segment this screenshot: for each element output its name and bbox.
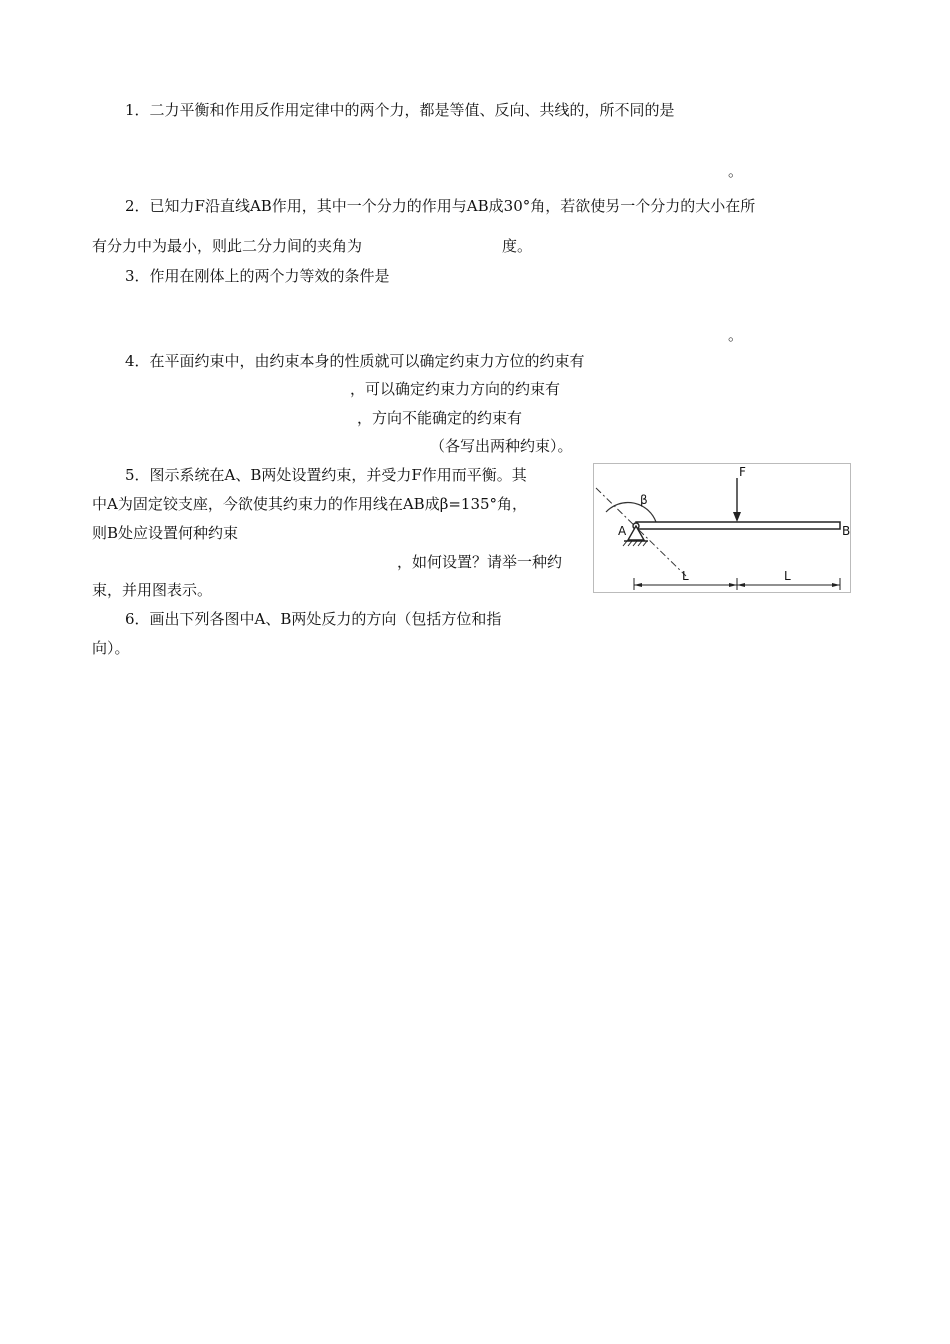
question-5-line-3: 则B处应设置何种约束 bbox=[92, 524, 239, 542]
beam-figure bbox=[593, 463, 851, 593]
label-b: B bbox=[842, 524, 850, 538]
label-f: F bbox=[739, 465, 746, 479]
question-4-line-4: （各写出两种约束）。 bbox=[430, 437, 573, 455]
question-5-line-1: 5．图示系统在A、B两处设置约束，并受力F作用而平衡。其 bbox=[125, 466, 527, 484]
question-1-text: 1．二力平衡和作用反作用定律中的两个力，都是等值、反向、共线的，所不同的是 bbox=[125, 101, 675, 119]
label-l-2: L bbox=[784, 569, 791, 583]
question-4-line-3: ，方向不能确定的约束有 bbox=[357, 409, 523, 427]
question-2-unit: 度。 bbox=[502, 237, 533, 255]
angle-arc bbox=[606, 503, 656, 522]
question-3-end-mark: 。 bbox=[728, 326, 744, 344]
question-5-line-4: ，如何设置？请举一种约 bbox=[397, 553, 563, 571]
question-2-line-1: 2．已知力F沿直线AB作用，其中一个分力的作用与AB成30°角，若欲使另一个分力的大小在所 bbox=[125, 197, 756, 215]
beam-diagram bbox=[594, 464, 850, 592]
force-f-arrowhead bbox=[733, 512, 741, 522]
ground-hatch bbox=[623, 541, 647, 546]
question-6-line-1: 6．画出下列各图中A、B两处反力的方向（包括方位和指 bbox=[125, 610, 502, 628]
question-5-line-5: 束，并用图表示。 bbox=[92, 581, 213, 599]
question-6-line-2: 向）。 bbox=[92, 639, 130, 657]
question-4-line-2: ，可以确定约束力方向的约束有 bbox=[350, 380, 561, 398]
question-3-text: 3．作用在刚体上的两个力等效的条件是 bbox=[125, 267, 390, 285]
label-beta: β bbox=[640, 493, 648, 507]
question-2-line-2: 有分力中为最小，则此二分力间的夹角为 bbox=[92, 237, 363, 255]
label-a: A bbox=[618, 524, 627, 538]
label-l-1: L bbox=[682, 569, 689, 583]
question-5-line-2: 中A为固定铰支座，今欲使其约束力的作用线在AB成β=135°角， bbox=[92, 495, 528, 513]
beam-ab bbox=[636, 522, 840, 529]
question-4-line-1: 4．在平面约束中，由约束本身的性质就可以确定约束力方位的约束有 bbox=[125, 352, 585, 370]
question-1-end-mark: 。 bbox=[728, 162, 744, 180]
